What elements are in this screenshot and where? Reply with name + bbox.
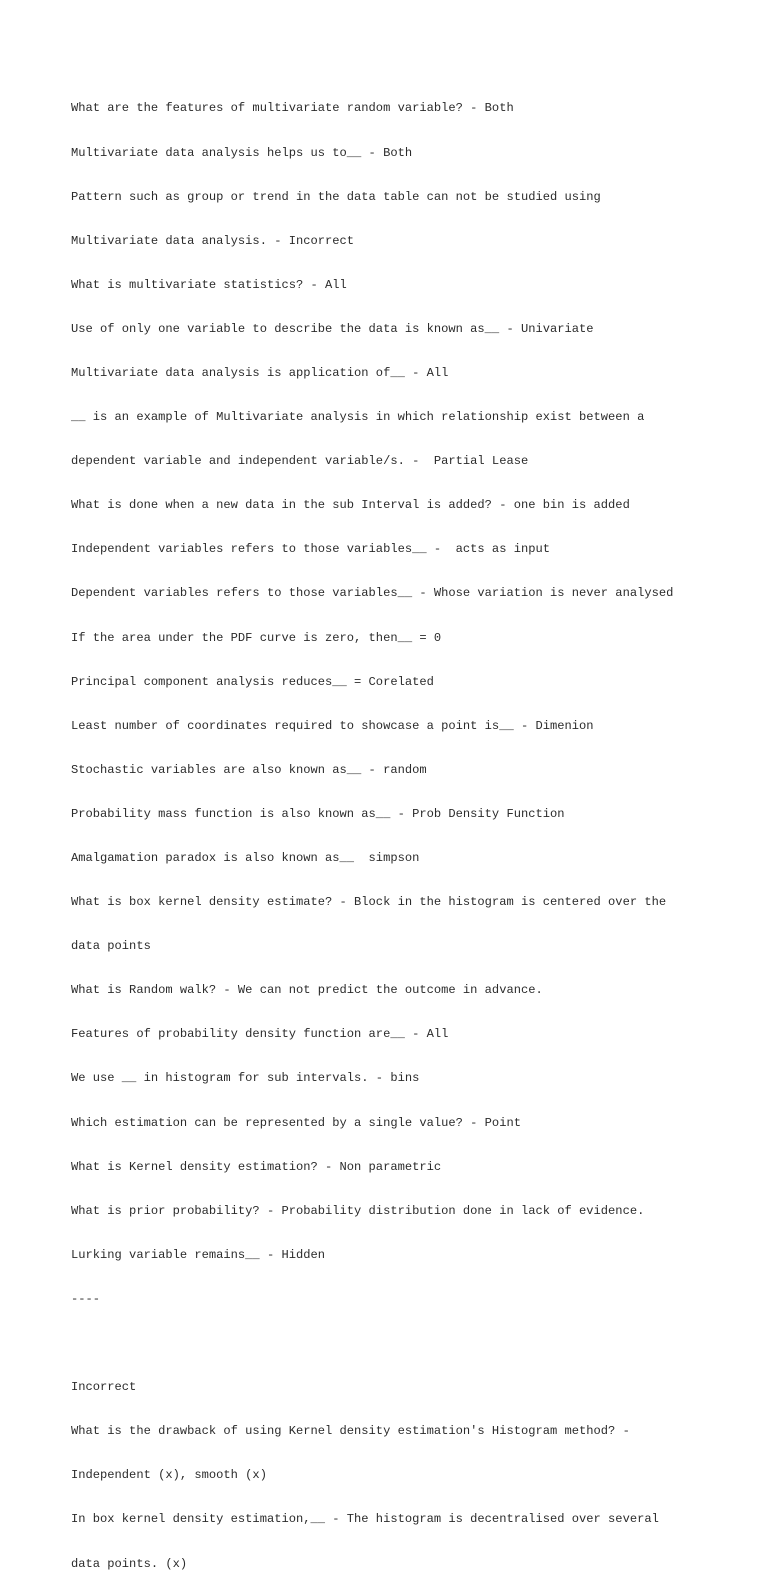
text-line: Probability mass function is also known as__ - Prob Density Function <box>71 806 565 821</box>
text-line: What is box kernel density estimate? - Block in the histogram is centered over the <box>71 895 667 910</box>
text-line: dependent variable and independent variable/s. - Partial Lease <box>71 454 529 469</box>
text-line: In box kernel density estimation,__ - The histogram is decentralised over several <box>71 1512 659 1527</box>
text-line: Independent (x), smooth (x) <box>71 1468 267 1483</box>
text-line: Stochastic variables are also known as__ - random <box>71 762 427 777</box>
text-line: Independent variables refers to those variables__ - acts as input <box>71 542 550 557</box>
text-line: What is prior probability? - Probability distribution done in lack of evidence. <box>71 1203 645 1218</box>
text-line: data points. (x) <box>71 1556 188 1571</box>
text-line: Features of probability density function are__ - All <box>71 1027 449 1042</box>
text-line: Multivariate data analysis. - Incorrect <box>71 233 355 248</box>
text-line: Amalgamation paradox is also known as__ simpson <box>71 851 420 865</box>
text-line: Dependent variables refers to those variables__ - Whose variation is never analysed <box>71 586 674 601</box>
text-line: Use of only one variable to describe the data is known as__ - Univariate <box>71 321 594 336</box>
text-line: Principal component analysis reduces__ = Corelated <box>71 674 434 689</box>
blank-line <box>71 1336 761 1351</box>
text-line: Lurking variable remains__ - Hidden <box>71 1247 326 1262</box>
text-line: What is Random walk? - We can not predict the outcome in advance. <box>71 983 543 998</box>
text-line: Which estimation can be represented by a single value? - Point <box>71 1115 521 1130</box>
text-line: What is done when a new data in the sub Interval is added? - one bin is added <box>71 498 630 513</box>
separator-line: ---- <box>71 1291 101 1306</box>
text-line: If the area under the PDF curve is zero, then__ = 0 <box>71 630 442 645</box>
text-line: Least number of coordinates required to showcase a point is__ - Dimenion <box>71 718 594 733</box>
text-line: Pattern such as group or trend in the data table can not be studied using <box>71 189 601 204</box>
text-line: What is multivariate statistics? - All <box>71 277 347 292</box>
text-line: __ is an example of Multivariate analysis in which relationship exist between a <box>71 410 645 425</box>
document-body <box>71 72 761 1586</box>
section-heading-incorrect: Incorrect <box>71 1380 137 1395</box>
text-line: Multivariate data analysis is application of__ - All <box>71 365 449 380</box>
text-line: What is the drawback of using Kernel density estimation's Histogram method? - <box>71 1424 630 1439</box>
text-line: Multivariate data analysis helps us to__ - Both <box>71 145 413 160</box>
text-line: data points <box>71 939 151 954</box>
text-line: We use __ in histogram for sub intervals. - bins <box>71 1071 420 1086</box>
text-line: What is Kernel density estimation? - Non parametric <box>71 1159 442 1174</box>
text-line: What are the features of multivariate random variable? - Both <box>71 101 514 116</box>
